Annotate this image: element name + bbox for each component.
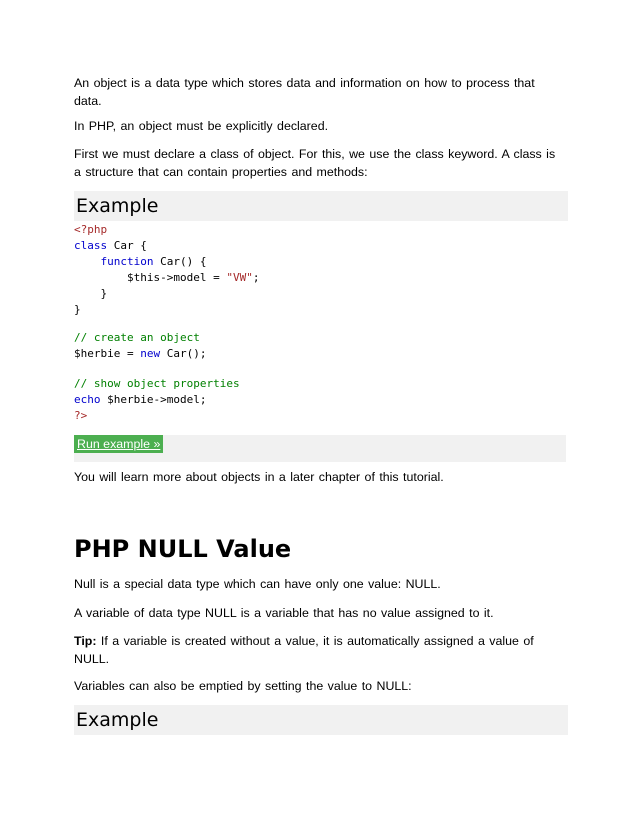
null-paragraph-4: Variables can also be emptied by setting the value to NULL: (74, 679, 412, 693)
run-example-button[interactable]: Run example » (74, 435, 163, 453)
tip-text: If a variable is created without a value, it is automatically assigned a value of NULL. (74, 634, 534, 666)
echo-keyword: echo (74, 393, 101, 406)
assignment-code: $this->model = (126, 271, 227, 284)
inner-close-brace: } (100, 287, 108, 300)
example-heading: Example (74, 191, 568, 221)
outer-close-brace: } (74, 303, 81, 316)
null-paragraph-1: Null is a special data type which can have only one value: NULL. (74, 577, 441, 591)
objects-note: You will learn more about objects in a later chapter of this tutorial. (74, 470, 444, 484)
php-open-tag: <?php (74, 223, 108, 236)
herbie-constructor: Car(); (160, 347, 207, 360)
comment-show: // show object properties (74, 377, 240, 390)
intro-paragraph-3: First we must declare a class of object. For this, we use the class keyword. A class is a structure that can contain properties and methods: (74, 147, 556, 179)
new-keyword: new (140, 347, 161, 360)
null-paragraph-2: A variable of data type NULL is a variable that has no value assigned to it. (74, 606, 494, 620)
tip-label: Tip: (74, 634, 97, 648)
class-keyword: class (74, 239, 108, 252)
php-close-tag: ?> (74, 409, 88, 422)
intro-paragraph-1: An object is a data type which stores data and information on how to process that data. (74, 76, 535, 108)
class-declaration: Car { (107, 239, 147, 252)
code-block-3 (74, 376, 566, 424)
function-keyword: function (100, 255, 154, 268)
code-block-2 (74, 330, 566, 362)
string-literal: "VW" (226, 271, 253, 284)
herbie-assignment: $herbie = (74, 347, 141, 360)
run-example-bar (74, 435, 566, 462)
tip-paragraph (74, 632, 566, 668)
intro-paragraph-2: In PHP, an object must be explicitly declared. (74, 119, 329, 133)
function-declaration: Car() { (153, 255, 207, 268)
echo-statement: $herbie->model; (100, 393, 207, 406)
example-heading-2: Example (74, 705, 568, 735)
null-section-title: PHP NULL Value (74, 535, 292, 563)
semicolon: ; (252, 271, 260, 284)
comment-create: // create an object (74, 331, 200, 344)
code-block (74, 222, 566, 318)
